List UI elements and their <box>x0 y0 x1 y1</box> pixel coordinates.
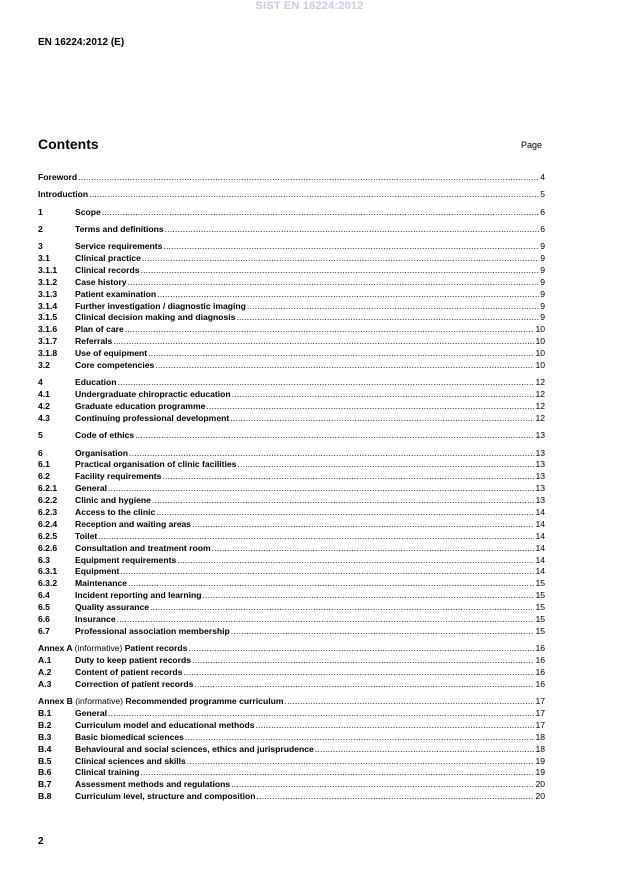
toc-entry[interactable] <box>38 590 545 602</box>
toc-entry[interactable] <box>38 430 545 442</box>
toc-entry[interactable] <box>38 779 545 791</box>
toc-entry-page: 15 <box>535 625 545 636</box>
toc-entry-page: 9 <box>540 253 545 264</box>
toc-entry-page: 10 <box>535 336 545 347</box>
toc-annex-label: Annex A <box>38 643 73 654</box>
toc-entry-number: A.2 <box>38 666 52 677</box>
toc-entry-page: 13 <box>535 447 545 458</box>
toc-entry-number: 6.6 <box>38 614 50 625</box>
toc-entry-page: 12 <box>535 412 545 423</box>
toc-entry-page: 13 <box>535 459 545 470</box>
toc-entry[interactable] <box>38 401 545 413</box>
toc-entry-title: Core competencies <box>75 360 155 371</box>
toc-entry-title: Recommended programme curriculum <box>125 696 284 707</box>
toc-entry-page: 13 <box>535 483 545 494</box>
toc-dot-leader <box>232 389 535 401</box>
toc-dot-leader <box>165 224 540 236</box>
toc-entry-number: 3.1.1 <box>38 264 58 275</box>
toc-dot-leader <box>118 377 535 389</box>
toc-entry-number: 4.2 <box>38 401 50 412</box>
toc-dot-leader <box>230 413 534 425</box>
toc-dot-leader <box>98 531 534 543</box>
toc-annex-heading <box>38 643 187 655</box>
toc-entry-title: Organisation <box>75 447 129 458</box>
toc-entry-page: 9 <box>540 288 545 299</box>
toc-entry-title: Quality assurance <box>75 602 150 613</box>
toc-entry-title: Clinical decision making and diagnosis <box>75 312 236 323</box>
toc-entry[interactable] <box>38 289 545 301</box>
toc-entry-number: B.1 <box>38 708 52 719</box>
toc-entry-number: 5 <box>38 430 43 441</box>
toc-entry-title: Foreword <box>38 172 78 182</box>
toc-dot-leader <box>183 667 534 679</box>
toc-entry-title: Content of patient records <box>75 666 183 677</box>
toc-dot-leader <box>315 744 535 756</box>
toc-entry-number: A.1 <box>38 655 52 666</box>
toc-entry[interactable] <box>38 348 545 360</box>
toc-entry-page: 17 <box>535 708 545 719</box>
toc-entry-number: B.7 <box>38 779 52 790</box>
toc-entry-number: 6.5 <box>38 602 50 613</box>
toc-dot-leader <box>203 590 535 602</box>
toc-entry-title: Use of equipment <box>75 348 148 359</box>
toc-dot-leader <box>78 172 539 184</box>
toc-entry[interactable] <box>38 389 545 401</box>
toc-entry-page: 14 <box>535 554 545 565</box>
toc-entry[interactable] <box>38 732 545 744</box>
toc-entry-number: 3.1.5 <box>38 312 58 323</box>
toc-entry-page: 6 <box>540 223 545 234</box>
toc-entry-number: 6.3.1 <box>38 566 58 577</box>
toc-entry-title: Clinical sciences and skills <box>75 755 186 766</box>
toc-entry-number: 3.1 <box>38 253 50 264</box>
toc-entry-title: Case history <box>75 276 127 287</box>
toc-entry-number: B.5 <box>38 755 52 766</box>
table-of-contents <box>38 172 545 803</box>
toc-entry-page: 20 <box>535 791 545 802</box>
toc-dot-leader <box>142 253 539 265</box>
toc-annex-note: (informative) <box>75 696 124 707</box>
toc-entry-page: 9 <box>540 264 545 275</box>
toc-entry[interactable] <box>38 507 545 519</box>
toc-entry-number: 6.2.2 <box>38 495 58 506</box>
toc-dot-leader <box>206 401 534 413</box>
toc-entry-page: 18 <box>535 743 545 754</box>
toc-dot-leader <box>257 791 535 803</box>
toc-entry-number: 6.3.2 <box>38 578 58 589</box>
toc-entry-page: 12 <box>535 377 545 388</box>
toc-dot-leader <box>117 614 535 626</box>
toc-entry[interactable] <box>38 602 545 614</box>
toc-entry-page: 14 <box>535 542 545 553</box>
toc-entry-title: Patient records <box>124 643 188 654</box>
toc-entry[interactable] <box>38 312 545 324</box>
toc-dot-leader <box>231 626 535 638</box>
toc-entry-title: Equipment requirements <box>75 554 177 565</box>
toc-entry-number: 6.1 <box>38 459 50 470</box>
toc-dot-leader <box>102 207 539 219</box>
toc-entry-page: 10 <box>535 324 545 335</box>
toc-entry-page: 15 <box>535 614 545 625</box>
toc-entry-number: 6.2.4 <box>38 518 58 529</box>
toc-entry[interactable] <box>38 336 545 348</box>
toc-entry-number: 6 <box>38 447 43 458</box>
toc-entry[interactable] <box>38 696 545 708</box>
toc-entry-title: Facility requirements <box>75 471 162 482</box>
toc-entry[interactable] <box>38 519 545 531</box>
toc-entry-page: 17 <box>535 696 545 707</box>
toc-entry-title: Access to the clinic <box>75 507 156 517</box>
toc-dot-leader <box>187 756 535 768</box>
toc-entry-title: Practical organisation of clinic facilities <box>75 459 237 470</box>
toc-dot-leader <box>113 336 534 348</box>
toc-entry-title: Professional association membership <box>75 625 230 636</box>
toc-entry-number: 6.2.1 <box>38 483 58 494</box>
toc-entry-number: B.3 <box>38 731 52 742</box>
toc-entry-page: 16 <box>535 643 545 654</box>
toc-annex-heading <box>38 696 283 708</box>
toc-entry-page: 12 <box>535 389 545 400</box>
toc-dot-leader <box>284 696 534 708</box>
toc-entry-page: 5 <box>540 189 545 200</box>
toc-entry-number: B.8 <box>38 791 52 802</box>
toc-entry-title: Assessment methods and regulations <box>75 779 231 790</box>
toc-entry[interactable] <box>38 626 545 638</box>
toc-entry[interactable] <box>38 377 545 389</box>
toc-entry[interactable] <box>38 495 545 507</box>
toc-entry-page: 9 <box>540 276 545 287</box>
toc-entry-page: 15 <box>535 578 545 589</box>
toc-entry[interactable] <box>38 614 545 626</box>
toc-entry-title: Education <box>75 377 117 388</box>
toc-entry-title: Further investigation / diagnostic imaging <box>75 300 246 311</box>
toc-entry-number: 6.2.6 <box>38 542 58 553</box>
toc-entry-title: Duty to keep patient records <box>75 655 192 666</box>
toc-entry-page: 15 <box>535 602 545 613</box>
toc-entry-title: Curriculum model and educational methods <box>75 719 255 730</box>
toc-entry-page: 16 <box>535 666 545 677</box>
toc-entry-page: 10 <box>535 348 545 359</box>
toc-entry-number: 3.1.2 <box>38 276 58 287</box>
toc-entry[interactable] <box>38 543 545 555</box>
toc-entry-page: 14 <box>535 507 545 517</box>
toc-dot-leader <box>192 655 534 667</box>
toc-entry-title: Scope <box>75 206 101 217</box>
toc-dot-leader <box>140 767 534 779</box>
toc-entry-page: 13 <box>535 430 545 441</box>
toc-entry-title: Clinical training <box>75 767 140 778</box>
toc-entry-title: Clinic and hygiene <box>75 495 151 506</box>
toc-entry-title: Toilet <box>75 530 98 541</box>
toc-dot-leader <box>236 312 539 324</box>
toc-entry-title: Patient examination <box>75 288 157 299</box>
toc-entry-title: Equipment <box>75 566 120 577</box>
toc-dot-leader <box>163 241 539 253</box>
toc-entry-number: 3.2 <box>38 360 50 371</box>
toc-entry-title: Maintenance <box>75 578 128 589</box>
toc-entry[interactable] <box>38 566 545 578</box>
toc-entry-title: Curriculum level, structure and composition <box>75 791 256 802</box>
toc-entry-title: General <box>75 483 108 494</box>
toc-entry-number: 3.1.7 <box>38 336 58 347</box>
toc-entry-page: 12 <box>535 401 545 412</box>
toc-entry-title: Referrals <box>75 336 113 347</box>
toc-entry-number: 4 <box>38 377 43 388</box>
toc-dot-leader <box>135 430 534 442</box>
toc-entry[interactable] <box>38 555 545 567</box>
toc-dot-leader <box>231 779 534 791</box>
toc-entry-page: 4 <box>540 172 545 182</box>
toc-entry-page: 14 <box>535 530 545 541</box>
toc-entry[interactable] <box>38 667 545 679</box>
toc-dot-leader <box>194 679 534 691</box>
toc-dot-leader <box>155 360 534 372</box>
toc-entry-number: 1 <box>38 206 43 217</box>
toc-entry[interactable] <box>38 172 545 184</box>
toc-entry[interactable] <box>38 643 545 655</box>
toc-entry[interactable] <box>38 471 545 483</box>
toc-entry-page: 14 <box>535 566 545 577</box>
toc-entry[interactable] <box>38 531 545 543</box>
toc-entry-number: 6.7 <box>38 625 50 636</box>
toc-entry[interactable] <box>38 224 545 236</box>
toc-entry[interactable] <box>38 756 545 768</box>
toc-entry[interactable] <box>38 720 545 732</box>
toc-entry-title: Service requirements <box>75 241 163 252</box>
toc-dot-leader <box>140 265 539 277</box>
toc-dot-leader <box>129 448 534 460</box>
toc-dot-leader <box>150 602 534 614</box>
toc-dot-leader <box>185 732 535 744</box>
toc-entry-page: 9 <box>540 312 545 323</box>
page-number: 2 <box>38 836 44 847</box>
toc-entry-title: Incident reporting and learning <box>75 590 202 601</box>
toc-dot-leader <box>108 483 534 495</box>
toc-entry[interactable] <box>38 448 545 460</box>
toc-dot-leader <box>120 566 534 578</box>
toc-entry-page: 9 <box>540 241 545 252</box>
toc-entry-page: 6 <box>540 206 545 217</box>
toc-entry[interactable] <box>38 459 545 471</box>
toc-annex-note: (informative) <box>74 643 123 654</box>
toc-entry-page: 16 <box>535 678 545 689</box>
toc-entry-title: Terms and definitions <box>75 223 164 234</box>
toc-entry-title: Undergraduate chiropractic education <box>75 389 231 400</box>
toc-entry-number: 3 <box>38 241 43 252</box>
page-column-label: Page <box>521 140 543 150</box>
toc-entry-title: Behavioural and social sciences, ethics and jurisprudence <box>75 743 314 754</box>
toc-entry[interactable] <box>38 189 545 201</box>
toc-entry-title: Introduction <box>38 189 89 200</box>
toc-dot-leader <box>162 471 534 483</box>
toc-entry-number: 6.4 <box>38 590 50 601</box>
toc-entry[interactable] <box>38 767 545 779</box>
toc-dot-leader <box>89 189 539 201</box>
toc-entry-title: Clinical records <box>75 264 140 275</box>
toc-dot-leader <box>152 495 535 507</box>
toc-entry-number: 3.1.4 <box>38 300 58 311</box>
toc-dot-leader <box>148 348 534 360</box>
toc-entry-page: 17 <box>535 719 545 730</box>
toc-entry-title: Clinical practice <box>75 253 141 264</box>
toc-dot-leader <box>157 289 539 301</box>
toc-dot-leader <box>128 277 540 289</box>
toc-entry-number: B.4 <box>38 743 52 754</box>
toc-entry-title: Plan of care <box>75 324 124 335</box>
toc-entry[interactable] <box>38 253 545 265</box>
toc-dot-leader <box>192 519 534 531</box>
toc-entry-number: B.2 <box>38 719 52 730</box>
toc-entry-title: Insurance <box>75 614 116 625</box>
toc-entry[interactable] <box>38 301 545 313</box>
toc-entry-number: 3.1.3 <box>38 288 58 299</box>
toc-entry-page: 19 <box>535 767 545 778</box>
contents-title: Contents <box>38 136 99 152</box>
toc-entry[interactable] <box>38 360 545 372</box>
toc-dot-leader <box>128 578 534 590</box>
toc-entry[interactable] <box>38 277 545 289</box>
toc-dot-leader <box>188 643 534 655</box>
toc-entry-number: 6.2 <box>38 471 50 482</box>
toc-entry-title: Basic biomedical sciences <box>75 731 184 742</box>
toc-entry[interactable] <box>38 483 545 495</box>
toc-entry[interactable] <box>38 324 545 336</box>
toc-entry-page: 19 <box>535 755 545 766</box>
toc-dot-leader <box>156 507 534 519</box>
toc-entry-number: 6.3 <box>38 554 50 565</box>
watermark: SIST EN 16224:2012 <box>255 0 364 12</box>
toc-entry-page: 14 <box>535 518 545 529</box>
toc-dot-leader <box>237 459 534 471</box>
toc-dot-leader <box>212 543 535 555</box>
toc-entry-title: Reception and waiting areas <box>75 518 192 529</box>
toc-entry-page: 9 <box>540 300 545 311</box>
toc-entry[interactable] <box>38 578 545 590</box>
toc-entry-title: Graduate education programme <box>75 401 206 412</box>
toc-entry-number: 4.3 <box>38 412 50 423</box>
toc-entry-number: 3.1.6 <box>38 324 58 335</box>
toc-entry-title: Consultation and treatment room <box>75 542 211 553</box>
toc-entry-number: 2 <box>38 223 43 234</box>
toc-entry[interactable] <box>38 241 545 253</box>
toc-entry-number: 3.1.8 <box>38 348 58 359</box>
toc-entry[interactable] <box>38 708 545 720</box>
toc-dot-leader <box>125 324 535 336</box>
toc-entry-number: 4.1 <box>38 389 50 400</box>
toc-entry[interactable] <box>38 679 545 691</box>
toc-entry-number: 6.2.3 <box>38 507 58 517</box>
toc-dot-leader <box>256 720 535 732</box>
toc-entry-page: 16 <box>535 655 545 666</box>
toc-entry-page: 18 <box>535 731 545 742</box>
toc-entry-page: 15 <box>535 590 545 601</box>
toc-entry-number: A.3 <box>38 678 52 689</box>
toc-entry-page: 13 <box>535 495 545 506</box>
toc-entry[interactable] <box>38 413 545 425</box>
toc-entry-title: Continuing professional development <box>75 412 230 423</box>
toc-entry[interactable] <box>38 655 545 667</box>
toc-entry-page: 20 <box>535 779 545 790</box>
toc-entry-number: 6.2.5 <box>38 530 58 541</box>
document-header: EN 16224:2012 (E) <box>38 37 125 48</box>
toc-dot-leader <box>108 708 534 720</box>
toc-entry[interactable] <box>38 207 545 219</box>
toc-dot-leader <box>177 555 534 567</box>
toc-entry-title: Correction of patient records <box>75 678 194 689</box>
toc-entry[interactable] <box>38 744 545 756</box>
toc-annex-label: Annex B <box>38 696 73 707</box>
toc-entry-page: 10 <box>535 360 545 371</box>
toc-entry-page: 13 <box>535 471 545 482</box>
toc-entry-number: B.6 <box>38 767 52 778</box>
toc-entry-title: General <box>75 708 108 719</box>
toc-dot-leader <box>247 301 539 313</box>
toc-entry[interactable] <box>38 265 545 277</box>
toc-entry[interactable] <box>38 791 545 803</box>
toc-entry-title: Code of ethics <box>75 430 135 441</box>
